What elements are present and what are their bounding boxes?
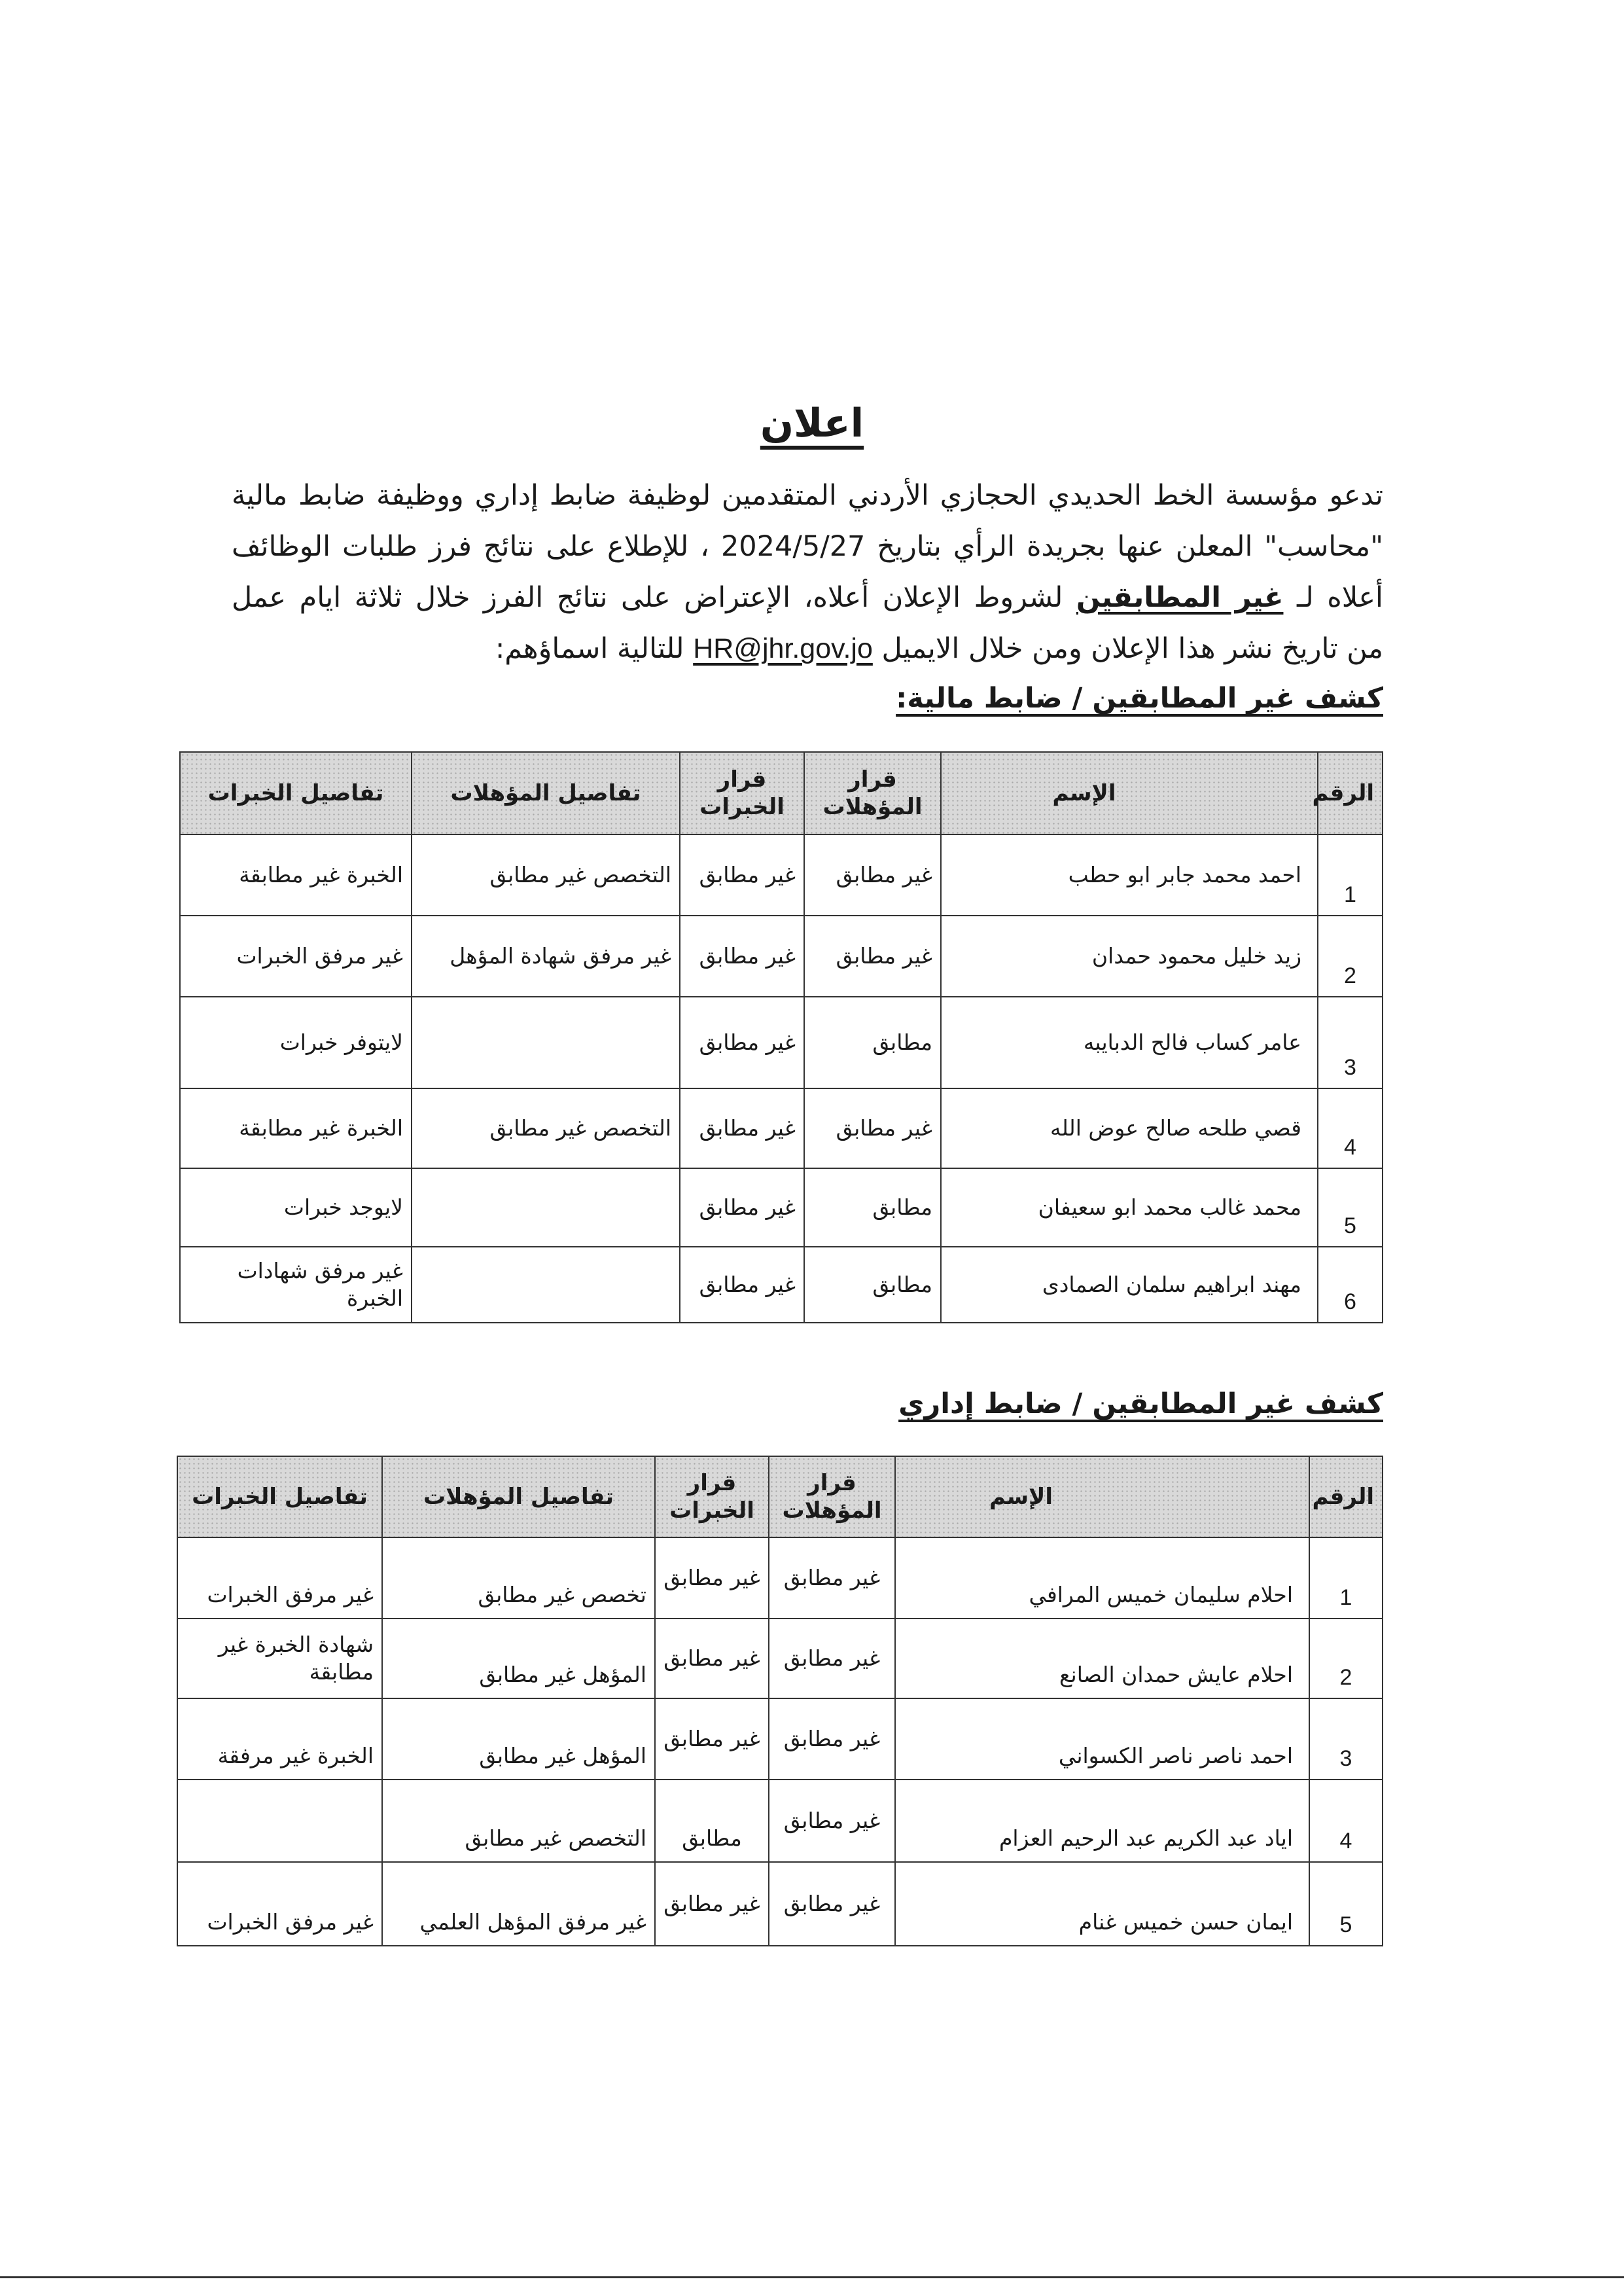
col-header-qual-decision: قرار المؤهلات: [769, 1456, 895, 1537]
col-header-name: الإسم: [941, 752, 1318, 834]
applicant-name: اياد عبد الكريم عبد الرحيم العزام: [895, 1780, 1309, 1862]
intro-line-4-end: للتالية اسماؤهم:: [495, 632, 694, 665]
qual-details: المؤهل غير مطابق: [382, 1698, 655, 1780]
qual-decision: غير مطابق: [769, 1537, 895, 1619]
exp-decision: غير مطابق: [655, 1698, 769, 1780]
table-row: [177, 1698, 1383, 1780]
qual-details: المؤهل غير مطابق: [382, 1619, 655, 1698]
row-num: 6: [1318, 1247, 1383, 1323]
table-row: [177, 1537, 1383, 1619]
exp-details: غير مرفق شهادات الخبرة: [180, 1247, 412, 1323]
qual-details: التخصص غير مطابق: [382, 1780, 655, 1862]
non-matching-emphasis: غير المطابقين: [1076, 581, 1284, 614]
table-row: [177, 1619, 1383, 1698]
table-row: [180, 1168, 1383, 1247]
qual-details: التخصص غير مطابق: [412, 834, 680, 916]
qual-details: التخصص غير مطابق: [412, 1088, 680, 1168]
table-row: [180, 916, 1383, 997]
row-num: 5: [1318, 1168, 1383, 1247]
exp-decision: غير مطابق: [680, 916, 804, 997]
exp-details: غير مرفق الخبرات: [180, 916, 412, 997]
col-header-exp-details: تفاصيل الخبرات: [180, 752, 412, 834]
col-header-name: الإسم: [895, 1456, 1309, 1537]
col-header-qual-details: تفاصيل المؤهلات: [382, 1456, 655, 1537]
row-num: 5: [1309, 1862, 1383, 1946]
applicant-name: احمد ناصر ناصر الكسواني: [895, 1698, 1309, 1780]
col-header-qual-details: تفاصيل المؤهلات: [412, 752, 680, 834]
intro-line-3-start: أعلاه لـ: [1283, 581, 1383, 614]
row-num: 2: [1309, 1619, 1383, 1698]
table-row: [180, 834, 1383, 916]
row-num: 4: [1309, 1780, 1383, 1862]
exp-decision: غير مطابق: [680, 1168, 804, 1247]
row-num: 1: [1318, 834, 1383, 916]
qual-decision: غير مطابق: [804, 1088, 941, 1168]
qual-details: غير مرفق شهادة المؤهل: [412, 916, 680, 997]
intro-paragraph: [232, 470, 1383, 674]
finance-officer-table: [179, 751, 1383, 1323]
applicant-name: قصي طلحه صالح عوض الله: [941, 1088, 1318, 1168]
row-num: 1: [1309, 1537, 1383, 1619]
exp-details: الخبرة غير مطابقة: [180, 834, 412, 916]
qual-decision: غير مطابق: [769, 1619, 895, 1698]
admin-officer-heading: كشف غير المطابقين / ضابط إداري: [898, 1388, 1383, 1420]
qual-decision: غير مطابق: [769, 1780, 895, 1862]
applicant-name: عامر كساب فالح الدبايبه: [941, 997, 1318, 1088]
exp-details: لايوجد خبرات: [180, 1168, 412, 1247]
col-header-exp-decision: قرار الخبرات: [680, 752, 804, 834]
intro-line-1: تدعو مؤسسة الخط الحديدي الحجازي الأردني المتقدمين لوظيفة ضابط إداري ووظيفة ضابط مالية: [232, 479, 1383, 512]
exp-decision: غير مطابق: [680, 997, 804, 1088]
intro-line-4-start: من تاريخ نشر هذا الإعلان ومن خلال الايميل: [872, 632, 1383, 665]
table-row: [180, 1088, 1383, 1168]
admin-officer-table: [177, 1456, 1383, 1946]
exp-details: الخبرة غير مرفقة: [177, 1698, 382, 1780]
applicant-name: مهند ابراهيم سلمان الصمادى: [941, 1247, 1318, 1323]
qual-details: [412, 1247, 680, 1323]
intro-line-3: [232, 572, 1383, 623]
applicant-name: زيد خليل محمود حمدان: [941, 916, 1318, 997]
qual-details: [412, 1168, 680, 1247]
table-header-row: [177, 1456, 1383, 1537]
qual-decision: غير مطابق: [804, 834, 941, 916]
email-link[interactable]: HR@jhr.gov.jo: [693, 633, 873, 664]
applicant-name: احلام عايش حمدان الصانع: [895, 1619, 1309, 1698]
exp-decision: مطابق: [655, 1780, 769, 1862]
exp-decision: غير مطابق: [655, 1619, 769, 1698]
row-num: 3: [1318, 997, 1383, 1088]
qual-decision: غير مطابق: [804, 916, 941, 997]
exp-details: لايتوفر خبرات: [180, 997, 412, 1088]
qual-decision: غير مطابق: [769, 1862, 895, 1946]
applicant-name: ايمان حسن خميس غنام: [895, 1862, 1309, 1946]
table-row: [180, 1247, 1383, 1323]
row-num: 4: [1318, 1088, 1383, 1168]
col-header-exp-details: تفاصيل الخبرات: [177, 1456, 382, 1537]
applicant-name: محمد غالب محمد ابو سعيفان: [941, 1168, 1318, 1247]
exp-decision: غير مطابق: [680, 834, 804, 916]
bottom-divider: [0, 2276, 1624, 2278]
intro-line-3-end: لشروط الإعلان أعلاه، الإعتراض على نتائج الفرز خلال ثلاثة ايام عمل: [232, 581, 1076, 614]
qual-details: غير مرفق المؤهل العلمي: [382, 1862, 655, 1946]
exp-decision: غير مطابق: [655, 1537, 769, 1619]
col-header-exp-decision: قرار الخبرات: [655, 1456, 769, 1537]
row-num: 2: [1318, 916, 1383, 997]
qual-details: [412, 997, 680, 1088]
qual-details: تخصص غير مطابق: [382, 1537, 655, 1619]
exp-details: غير مرفق الخبرات: [177, 1537, 382, 1619]
col-header-num: الرقم: [1309, 1456, 1383, 1537]
exp-details: الخبرة غير مطابقة: [180, 1088, 412, 1168]
row-num: 3: [1309, 1698, 1383, 1780]
page-title: اعلان: [760, 401, 864, 446]
qual-decision: مطابق: [804, 1247, 941, 1323]
table-row: [177, 1780, 1383, 1862]
applicant-name: احمد محمد جابر ابو حطب: [941, 834, 1318, 916]
intro-line-2: "محاسب" المعلن عنها بجريدة الرأي بتاريخ 2024/5/27 ، للإطلاع على نتائج فرز طلبات الوظائف: [232, 530, 1383, 563]
exp-decision: غير مطابق: [680, 1088, 804, 1168]
exp-decision: غير مطابق: [655, 1862, 769, 1946]
qual-decision: مطابق: [804, 1168, 941, 1247]
exp-decision: غير مطابق: [680, 1247, 804, 1323]
exp-details: شهادة الخبرة غير مطابقة: [177, 1619, 382, 1698]
intro-line-4: [232, 623, 1383, 674]
table-row: [180, 997, 1383, 1088]
exp-details: [177, 1780, 382, 1862]
col-header-qual-decision: قرار المؤهلات: [804, 752, 941, 834]
table-row: [177, 1862, 1383, 1946]
qual-decision: غير مطابق: [769, 1698, 895, 1780]
exp-details: غير مرفق الخبرات: [177, 1862, 382, 1946]
table-header-row: [180, 752, 1383, 834]
col-header-num: الرقم: [1318, 752, 1383, 834]
finance-officer-heading: كشف غير المطابقين / ضابط مالية:: [896, 682, 1383, 715]
applicant-name: احلام سليمان خميس المرافي: [895, 1537, 1309, 1619]
qual-decision: مطابق: [804, 997, 941, 1088]
